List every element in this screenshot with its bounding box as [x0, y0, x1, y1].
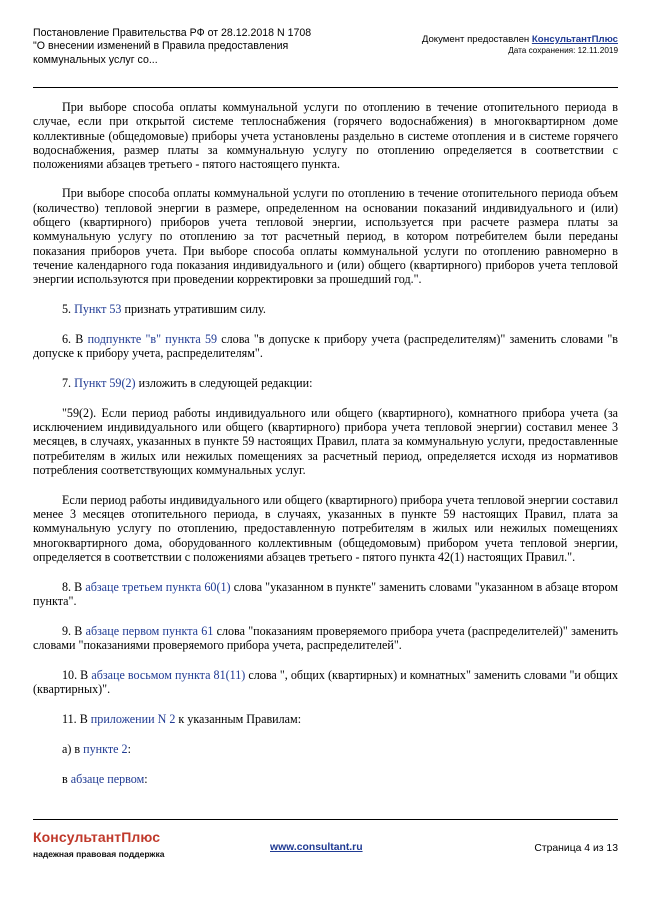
paragraph: 5. Пункт 53 признать утратившим силу. [62, 302, 266, 317]
website-link[interactable]: www.consultant.ru [270, 842, 363, 853]
page-number: Страница 4 из 13 [534, 843, 618, 854]
document-link[interactable]: абзаце первом [70, 771, 145, 786]
document-link[interactable]: приложении N 2 [90, 712, 176, 727]
saved-date: Дата сохранения: 12.11.2019 [508, 46, 618, 55]
document-body [33, 100, 618, 801]
footer-divider [33, 819, 618, 820]
document-link[interactable]: Пункт 59(2) [74, 375, 136, 390]
document-link[interactable]: абзаце восьмом пункта 81(11) [91, 668, 246, 683]
paragraph: Если период работы индивидуального или общего (квартирного) прибора учета тепловой энергии составил менее 3 месяцев отопительного периода, в случаях, указанных в пункте 59 настоящих Правил, плата за коммунальную услугу по отоплению, предоставленную потребителям в жилых или нежилых помещениях многоквартирного дома, оборудованного коллективным (общедомовым) прибором учета тепловой энергии, определяется в соответствии с положениями абзацев третьего - пятого пункта 42(1) настоящих Правил.". [33, 492, 618, 565]
document-link[interactable]: абзаце первом пункта 61 [85, 623, 214, 638]
brand-tagline: надежная правовая поддержка [33, 849, 165, 859]
paragraph: При выборе способа оплаты коммунальной услуги по отоплению в течение отопительного периода в случае, если при открытой системе теплоснабжения (горячего водоснабжения) в многоквартирном доме коллективные (общедомовые) приборы учета установлены раздельно в системе отопления и в системе горячего водоснабжения, размер платы за коммунальную услугу по отоплению определяется в соответствии с положениями абзацев третьего - пятого настоящего пункта. [33, 100, 618, 172]
document-title [33, 27, 353, 67]
document-footer [33, 829, 618, 869]
document-title-line: "О внесении изменений в Правила предоставления [33, 40, 289, 53]
document-link[interactable]: Пункт 53 [74, 302, 122, 317]
paragraph: "59(2). Если период работы индивидуального или общего (квартирного), комнатного прибора учета (за исключением индивидуального или общего (квартирного) прибора учета тепловой энергии) составил менее 3 месяцев, в случаях, указанных в пункте 59 настоящих Правил, плата за коммунальную услуги, предоставленные потребителям в жилых или нежилых помещениях за расчетный период, определяется исходя из нормативов потребления соответствующих коммунальных услуг. [33, 405, 618, 478]
paragraph: 6. В подпункте "в" пункта 59 слова "в допуске к прибору учета (распределителям)" заменить словами "в допуске к прибору учета, распределителям". [33, 331, 618, 361]
brand-logo: КонсультантПлюс [33, 829, 161, 845]
paragraph: в абзаце первом: [62, 771, 148, 786]
document-link[interactable]: подпункте "в" пункта 59 [87, 331, 218, 346]
provider-brand-link[interactable]: КонсультантПлюс [531, 34, 618, 45]
paragraph: 7. Пункт 59(2) изложить в следующей редакции: [62, 375, 313, 390]
paragraph: 8. В абзаце третьем пункта 60(1) слова "указанном в пункте" заменить словами "указанном в абзаце втором пункта". [33, 579, 618, 609]
paragraph: При выборе способа оплаты коммунальной услуги по отоплению в течение отопительного периода объем (количество) тепловой энергии в размере, определенном на основании показаний индивидуального и (или) общего (квартирного) приборов учета тепловой энергии, используется при расчете размера платы за коммунальную услугу по отоплению за тот расчетный период, в котором потребителем были переданы показания приборов учета. При выборе способа оплаты коммунальной услуги по отоплению равномерно в течение календарного года показания индивидуального и (или) общего (квартирного) приборов учета тепловой энергии используются при проведении корректировки за прошедший год.". [33, 186, 618, 287]
paragraph: а) в пункте 2: [62, 741, 131, 756]
document-link[interactable]: абзаце третьем пункта 60(1) [85, 579, 231, 594]
paragraph: 11. В приложении N 2 к указанным Правилам: [62, 712, 302, 727]
document-header [33, 27, 618, 77]
paragraph: 10. В абзаце восьмом пункта 81(11) слова ", общих (квартирных) и комнатных" заменить словами "и общих (квартирных)". [33, 668, 619, 697]
provided-by-label: Документ предоставлен [421, 34, 532, 45]
document-title-line: Постановление Правительства РФ от 28.12.2018 N 1708 [33, 27, 312, 39]
provider-info [422, 34, 618, 56]
header-divider [33, 87, 618, 88]
document-title-line: коммунальных услуг со... [33, 53, 158, 66]
paragraph: 9. В абзаце первом пункта 61 слова "показаниям проверяемого прибора учета (распределителей)" заменить словами "показаниями проверяемого прибора учета, распределителей". [33, 623, 618, 653]
document-link[interactable]: пункте 2 [83, 741, 128, 756]
